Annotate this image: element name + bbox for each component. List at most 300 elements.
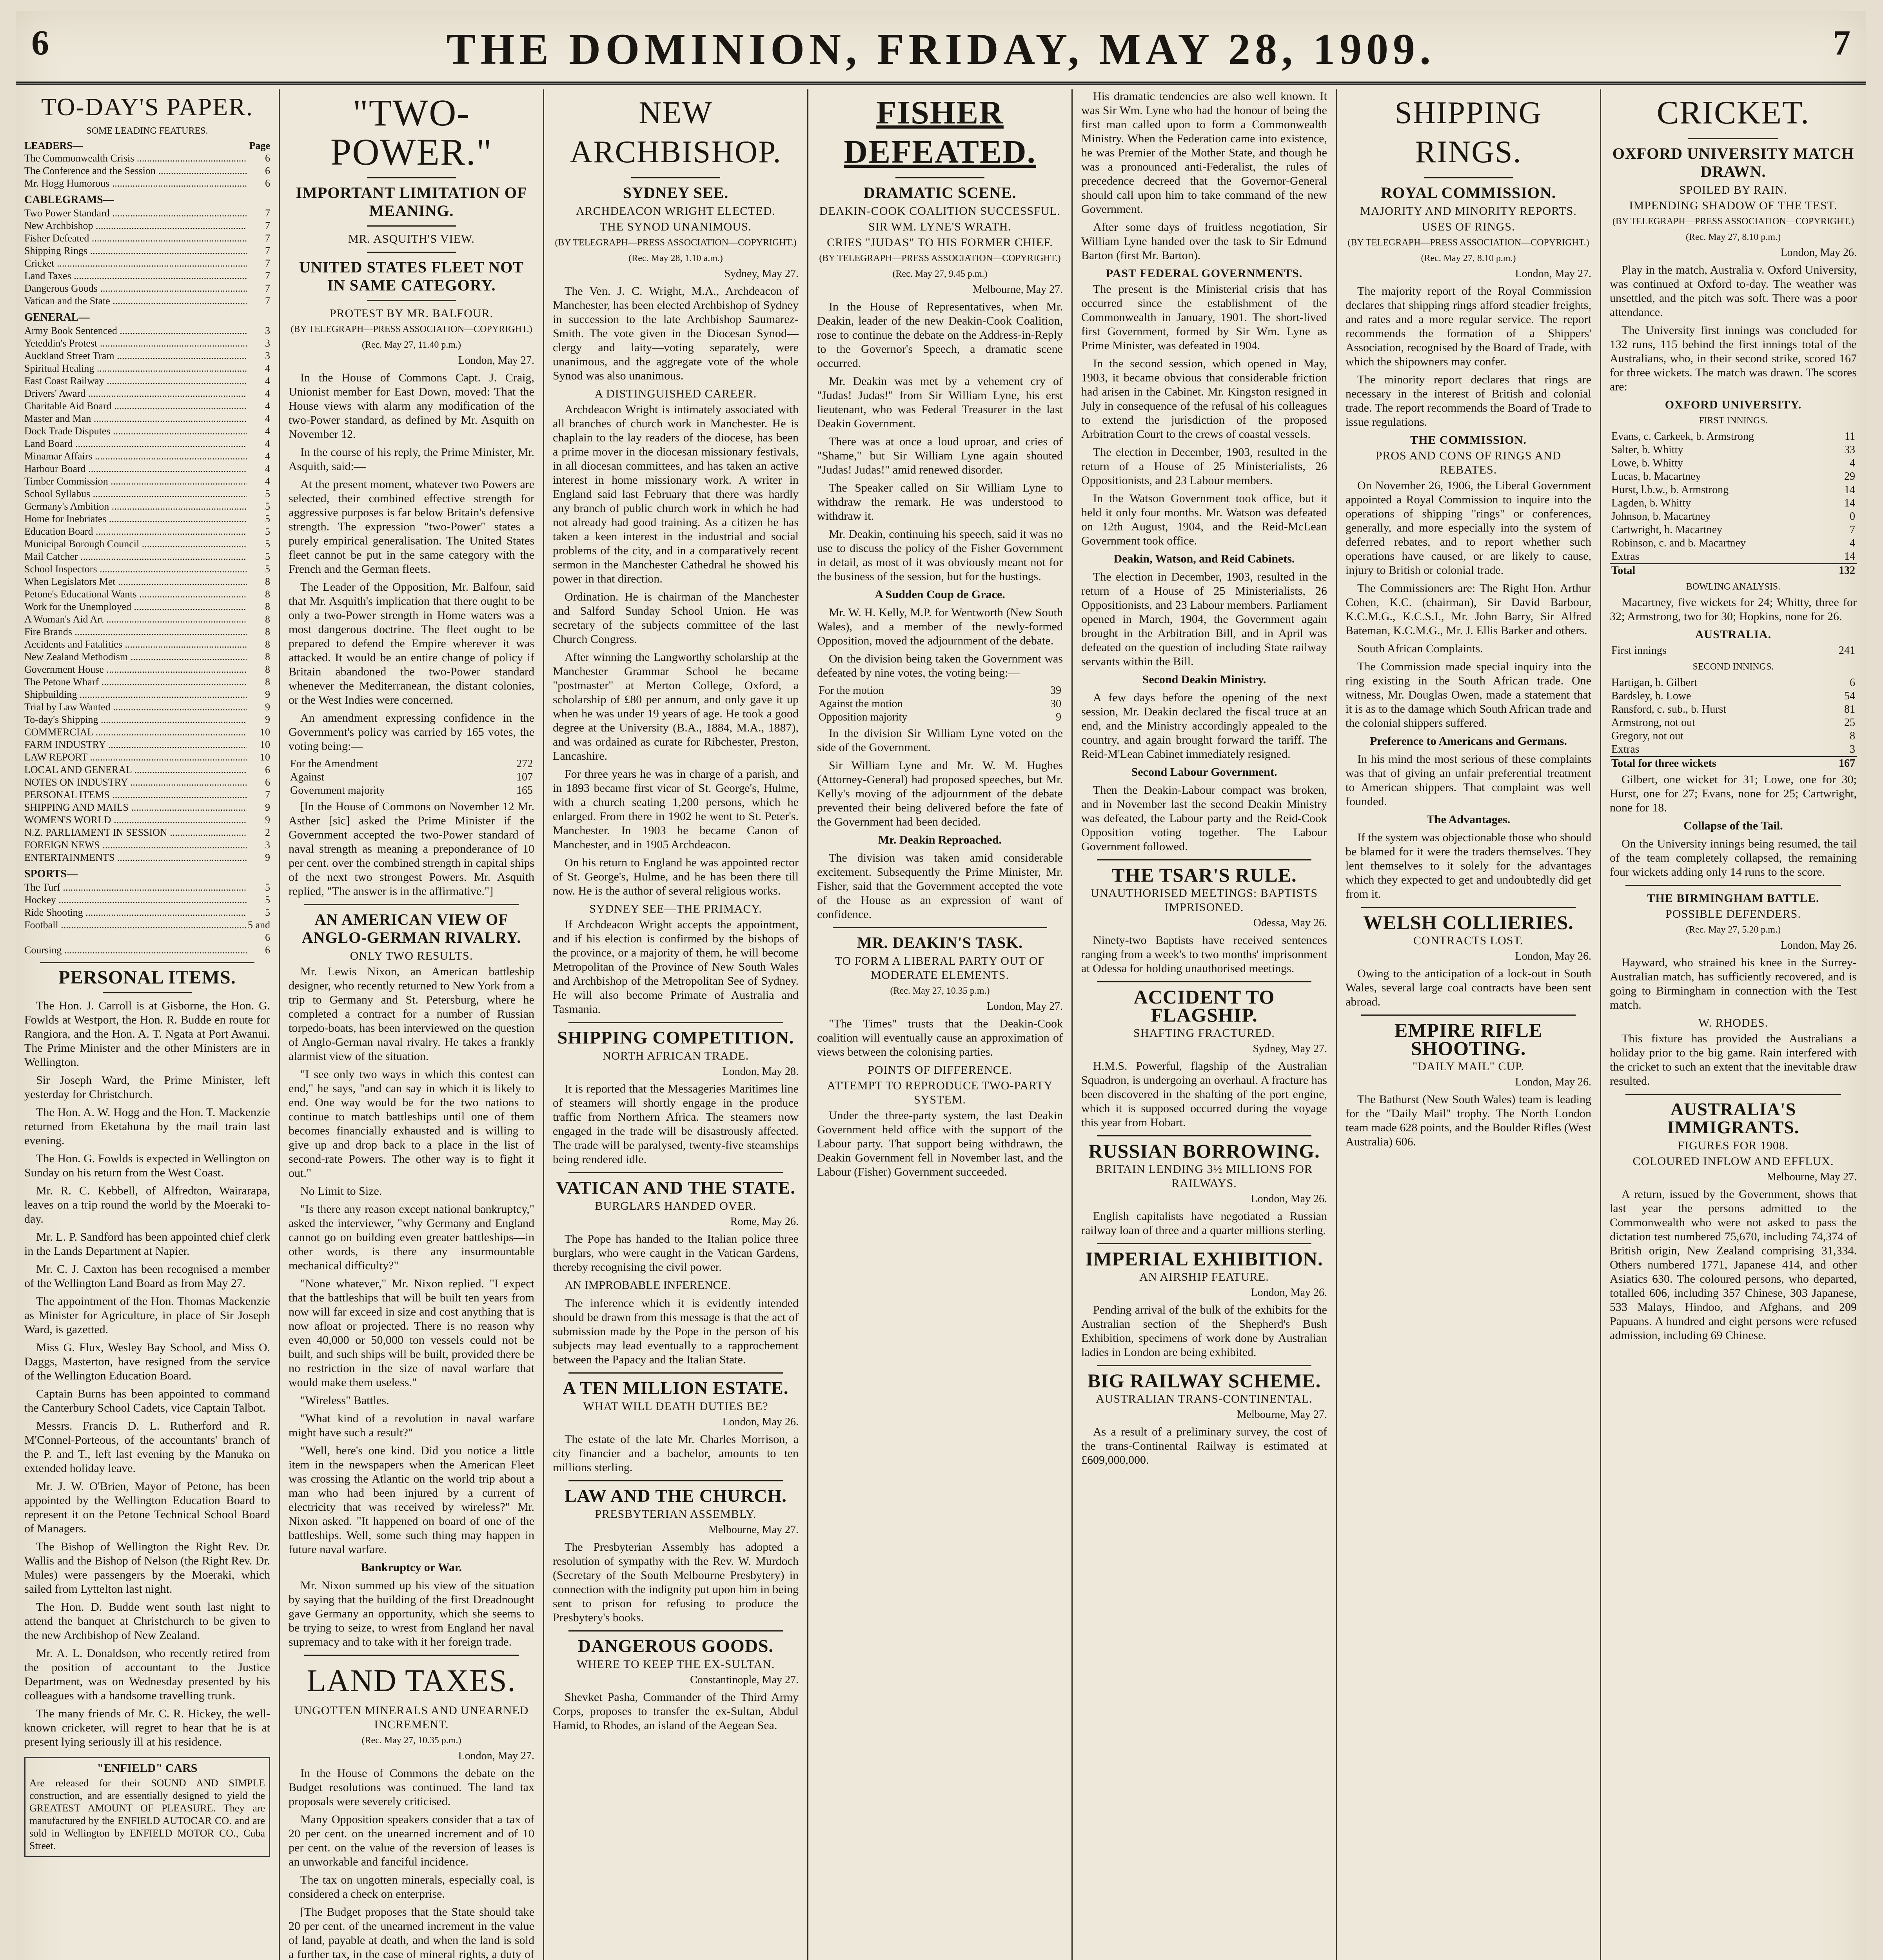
cables-label: CABLEGRAMS— xyxy=(24,194,114,206)
toc-entry-page: 9 xyxy=(265,714,270,725)
cricket-sub3: IMPENDING SHADOW OF THE TEST. xyxy=(1629,199,1838,212)
row-value: 14 xyxy=(1844,484,1855,496)
toc-entry-title: Drivers' Award ..... xyxy=(24,387,247,400)
article-paragraph: Archdeacon Wright is intimately associated with all branches of church work in Manchester. He is chaplain to the lay readers of the diocese, has been a prime mover in the diocesan missionary festivals, in all diocesan committees, and has taken an active interest in home missionary work. A writer in England said last February that there was hardly any branch of public church work in which he had not already had good training. As a citizen he has taken a keen interest in the industrial and social problems of the city, and in a comparatively recent sermon in the Manchester Cathedral he showed his power in that direction. xyxy=(553,403,799,585)
imperial-heading: IMPERIAL EXHIBITION. xyxy=(1085,1248,1323,1270)
oxford-label: OXFORD UNIVERSITY. xyxy=(1665,398,1802,411)
toc-entry-title: Home for Inebriates ..... xyxy=(24,513,247,525)
toc-entry-title: Municipal Borough Council ..... xyxy=(24,538,247,550)
table-row xyxy=(1610,457,1857,470)
toc-entry-title: School Inspectors ..... xyxy=(24,563,247,575)
toc-entry-page: 2 xyxy=(265,827,270,838)
toc-entry-title: Two Power Standard ..... xyxy=(24,207,247,220)
toc-entry-title: Vatican and the State ..... xyxy=(24,295,247,307)
todays-paper-heading: TO-DAY'S PAPER. xyxy=(41,93,253,121)
fisher-defeated-heading: FISHER DEFEATED. xyxy=(844,94,1036,170)
estate-sub: WHAT WILL DEATH DUTIES BE? xyxy=(583,1400,768,1413)
personal-items xyxy=(24,999,270,1749)
archbishop-body xyxy=(553,284,799,383)
immigrants-sub: FIGURES FOR 1908. xyxy=(1678,1139,1789,1152)
shipping-rings-date: (Rec. May 27, 8.10 p.m.) xyxy=(1421,253,1516,263)
bankruptcy-text: Mr. Nixon summed up his view of the situation by saying that the building of the first Dreadnought gave Germany an opportunity, which she seems to be trying to seize, to wrest from England her naval supremacy and to take with it her foreign trade. xyxy=(289,1579,534,1648)
row-value: 4 xyxy=(1850,457,1855,469)
row-label: Hartigan, b. Gilbert xyxy=(1611,677,1698,689)
columns xyxy=(16,89,1866,1960)
table-row xyxy=(1610,703,1857,716)
welsh-heading: WELSH COLLIERIES. xyxy=(1363,911,1574,933)
toc-entry-title: Shipbuilding ..... xyxy=(24,688,247,701)
imperial-dateline: London, May 26. xyxy=(1251,1287,1327,1299)
toc-entry xyxy=(24,764,270,776)
paper-title: THE DOMINION, FRIDAY, MAY 28, 1909. xyxy=(446,25,1436,74)
page-label: Page xyxy=(249,140,270,151)
article-paragraph: At the present moment, whatever two Powers are selected, their combined effective strength for aggressive purposes is far below Britain's defensive strength. The expression "two-Power" states a purely empirical generalisation. The United States fleet cannot be put in the same category with the French and the German fleets. xyxy=(289,478,534,575)
row-label: Armstrong, not out xyxy=(1611,717,1695,729)
toc-entry-title: Coursing ..... xyxy=(24,944,247,956)
toc-entry xyxy=(24,713,270,726)
toc-entry xyxy=(24,701,270,713)
toc-entry-page: 9 xyxy=(265,689,270,700)
article-paragraph: No Limit to Size. xyxy=(300,1185,382,1198)
archbishop-date: (Rec. May 28, 1.10 a.m.) xyxy=(628,253,723,263)
toc-entry-title: Ride Shooting ..... xyxy=(24,906,247,919)
toc-entry-page: 7 xyxy=(265,220,270,231)
immigrants-heading: AUSTRALIA'S IMMIGRANTS. xyxy=(1667,1099,1799,1137)
article-paragraph: In the Watson Government took office, but it held it only four months. Mr. Watson was defeated on 12th August, 1904, and the Reid-McLean Government took office. xyxy=(1081,492,1327,547)
reproach-text: The division was taken amid considerable excitement. Subsequently the Prime Minister, Mr. Fisher, said that the Government accepted the vote of the House as an expression of want of confidence. xyxy=(817,851,1063,921)
enfield-ad-text: Are released for their SOUND AND SIMPLE construction, and are essentially designed to yield the GREATEST AMOUNT OF PLEASURE. They are manufactured by the ENFIELD AUTOCAR CO. and are sold in Wellington by ENFIELD MOTOR CO., Cuba Street. xyxy=(29,1777,265,1851)
toc-entry-page: 10 xyxy=(260,739,270,750)
second-labour-text: Then the Deakin-Labour compact was broken, and in November last the second Deakin Ministry was defeated, the Labour party and the Reid-Cook Opposition voting together. The Labour Government followed. xyxy=(1081,784,1327,853)
personal-item: Mr. A. L. Donaldson, who recently retired from the position of accountant to the Justice Department, was on Wednesday presented by his colleagues with a handsome travelling trunk. xyxy=(24,1647,270,1702)
article-paragraph: In the House of Commons Capt. J. Craig, Unionist member for East Down, moved: That the House views with alarm any modification of the two-Power standard, as defined by Mr. Asquith on November 12. xyxy=(289,371,534,441)
total-value: 132 xyxy=(1822,564,1857,577)
toc-entry xyxy=(24,500,270,513)
law-church-text: The Presbyterian Assembly has adopted a resolution of sympathy with the Rev. W. Murdoch (Secretary of the South Melbourne Presbytery) in connection with the indignity put upon him in being sent to prison for refusing to produce the Presbytery's books. xyxy=(553,1541,799,1624)
shipping-competition-heading: SHIPPING COMPETITION. xyxy=(557,1027,794,1047)
australia-first-innings xyxy=(1610,644,1857,657)
dangerous-goods-sub: WHERE TO KEEP THE EX-SULTAN. xyxy=(576,1658,775,1671)
row-value: 165 xyxy=(516,784,533,797)
federal-body xyxy=(1081,89,1327,263)
birmingham-text: Hayward, who strained his knee in the Surrey-Australian match, has sufficiently recovered, and is going to Birmingham in connection with the Test match. xyxy=(1610,956,1857,1011)
advantages-heading: The Advantages. xyxy=(1426,813,1511,826)
fisher-sub3: SIR WM. LYNE'S WRATH. xyxy=(868,220,1011,233)
toc-entry xyxy=(24,739,270,751)
article-paragraph: The present is the Ministerial crisis that has occurred since the establishment of the Commonwealth in January, 1901. The short-lived first Government, formed by Sir Wm. Lyne as Prime Minister, was defeated in 1904. xyxy=(1081,283,1327,352)
personal-item: Mr. L. P. Sandford has been appointed chief clerk in the Lands Department at Napier. xyxy=(24,1230,270,1258)
anglo-german-body xyxy=(289,965,534,1557)
toc-entry xyxy=(24,538,270,550)
toc-entry-page: 7 xyxy=(265,258,270,269)
dateline: London, May 27. xyxy=(458,354,534,367)
toc-entry-page: 8 xyxy=(265,588,270,600)
toc-entry xyxy=(24,350,270,362)
fisher-credit: (BY TELEGRAPH—PRESS ASSOCIATION—COPYRIGHT.) xyxy=(819,253,1061,263)
toc-entry xyxy=(24,776,270,789)
table-total-row xyxy=(1610,757,1857,770)
toc-entry-title: Spiritual Healing ..... xyxy=(24,362,247,375)
toc-entry-title: NOTES ON INDUSTRY ..... xyxy=(24,776,247,789)
toc-entry-title: WOMEN'S WORLD ..... xyxy=(24,814,247,826)
toc-entry-page: 5 xyxy=(265,538,270,550)
toc-entry-title: Cricket ..... xyxy=(24,257,247,270)
collapse-text: On the University innings being resumed, the tail of the team completely collapsed, the remaining four wickets adding only 14 runs to the score. xyxy=(1610,837,1857,878)
toc-entry-title: The Petone Wharf ..... xyxy=(24,676,247,688)
toc-entry-title: FARM INDUSTRY ..... xyxy=(24,739,247,751)
russian-dateline: London, May 26. xyxy=(1251,1193,1327,1205)
australia-innings: SECOND INNINGS. xyxy=(1692,662,1774,672)
personal-item: Miss G. Flux, Wesley Bay School, and Miss O. Daggs, Masterton, have resigned from the service of the Wellington Education Board. xyxy=(24,1341,270,1382)
law-church-heading: LAW AND THE CHURCH. xyxy=(565,1486,787,1506)
article-paragraph: "What kind of a revolution in naval warfare might have such a result?" xyxy=(289,1412,534,1439)
fisher-votes xyxy=(817,684,1063,724)
article-paragraph: The Pope has handed to the Italian police three burglars, who were caught in the Vatican Gardens, thereby recognising the civil power. xyxy=(553,1232,799,1274)
toc-entry xyxy=(24,220,270,232)
flagship-heading: ACCIDENT TO FLAGSHIP. xyxy=(1133,986,1275,1026)
law-church-dateline: Melbourne, May 27. xyxy=(708,1524,799,1536)
fisher-sub1: DRAMATIC SCENE. xyxy=(863,184,1017,201)
vatican-dateline: Rome, May 26. xyxy=(730,1216,799,1228)
personal-item: Mr. R. C. Kebbell, of Alfredton, Wairarapa, leaves on a trip round the world by the Moeraki to-day. xyxy=(24,1184,270,1225)
toc-entry-page: 6 xyxy=(265,152,270,164)
shipping-rings-dateline: London, May 27. xyxy=(1515,268,1591,280)
row-value: 8 xyxy=(1850,730,1855,742)
personal-item: Sir Joseph Ward, the Prime Minister, left yesterday for Christchurch. xyxy=(24,1074,270,1101)
toc-entry xyxy=(24,337,270,350)
toc-entry-page: 4 xyxy=(265,438,270,449)
toc-entry xyxy=(24,513,270,525)
welsh-dateline: London, May 26. xyxy=(1515,950,1591,962)
rifle-sub: "DAILY MAIL" CUP. xyxy=(1413,1060,1524,1073)
page-number-left: 6 xyxy=(31,24,49,62)
toc-cables xyxy=(24,207,270,307)
australia-scorecard xyxy=(1610,676,1857,770)
railway-heading: BIG RAILWAY SCHEME. xyxy=(1087,1370,1321,1392)
sudden-heading: A Sudden Coup de Grace. xyxy=(875,588,1005,601)
bowling-label: BOWLING ANALYSIS. xyxy=(1686,582,1781,592)
article-paragraph: Mr. Lewis Nixon, an American battleship designer, who recently returned to New York from a trip to Germany and St. Petersburg, where he completed a contract for a number of Russian torpedo-boats, has been interviewed on the question of Anglo-German naval rivalry. He takes a frankly alarmist view of the situation. xyxy=(289,965,534,1063)
tsar-dateline: Odessa, May 26. xyxy=(1253,917,1327,929)
welsh-text: Owing to the anticipation of a lock-out in South Wales, several large coal contracts have been sent abroad. xyxy=(1346,967,1591,1008)
toc-entry xyxy=(24,626,270,638)
column-shipping-rings xyxy=(1337,89,1601,1960)
row-value: 39 xyxy=(1050,684,1061,697)
toc-entry-page: 3 xyxy=(265,325,270,336)
toc-entry-title: COMMERCIAL ..... xyxy=(24,726,247,739)
table-row xyxy=(817,711,1063,724)
toc-entry-page: 6 xyxy=(265,165,270,176)
row-value: 30 xyxy=(1050,698,1061,710)
press-credit: (BY TELEGRAPH—PRESS ASSOCIATION—COPYRIGHT.) xyxy=(291,324,532,334)
row-value: 9 xyxy=(1056,711,1061,723)
toc-entry-page: 7 xyxy=(265,789,270,800)
cricket-heading: CRICKET. xyxy=(1656,94,1810,131)
table-row xyxy=(289,757,534,771)
toc-entry xyxy=(24,826,270,839)
personal-item: The Hon. G. Fowlds is expected in Wellington on Sunday on his return from the West Coast. xyxy=(24,1152,270,1179)
table-row xyxy=(1610,550,1857,564)
article-paragraph: South African Complaints. xyxy=(1357,642,1483,655)
toc-leaders xyxy=(24,152,270,190)
article-paragraph: The University first innings was concluded for 132 runs, 115 behind the first innings total of the Australians, who, in their second strike, scored 167 for three wickets. The match was drawn. The scores are: xyxy=(1610,324,1857,393)
enfield-ad-heading: "ENFIELD" CARS xyxy=(97,1762,198,1775)
estate-dateline: London, May 26. xyxy=(722,1416,799,1428)
archbishop-credit: (BY TELEGRAPH—PRESS ASSOCIATION—COPYRIGHT.) xyxy=(555,238,797,248)
toc-entry xyxy=(24,282,270,295)
total-label: Total xyxy=(1610,564,1822,577)
russian-sub: BRITAIN LENDING 3½ MILLIONS FOR RAILWAYS. xyxy=(1096,1163,1313,1190)
row-label: Salter, b. Whitty xyxy=(1611,444,1683,456)
shipping-rings-sub2: MAJORITY AND MINORITY REPORTS. xyxy=(1360,205,1577,218)
toc-entry xyxy=(24,475,270,488)
toc-entry-page: 8 xyxy=(265,576,270,587)
toc-entry-page: 8 xyxy=(265,613,270,625)
toc-entry xyxy=(24,152,270,165)
second-deakin-heading: Second Deakin Ministry. xyxy=(1142,673,1266,686)
deakin-task-sub: TO FORM A LIBERAL PARTY OUT OF MODERATE ELEMENTS. xyxy=(835,955,1045,982)
table-row xyxy=(1610,430,1857,443)
table-row xyxy=(1610,443,1857,457)
land-taxes-heading: LAND TAXES. xyxy=(307,1664,516,1698)
rhodes-heading: W. RHODES. xyxy=(1698,1016,1769,1029)
row-label: Cartwright, b. Macartney xyxy=(1611,524,1723,536)
tsar-text: Ninety-two Baptists have received sentences ranging from a week's to two months' imprisonment at Odessa for holding unauthorised meetings. xyxy=(1081,934,1327,975)
flagship-sub: SHAFTING FRACTURED. xyxy=(1133,1027,1275,1040)
row-label: Gregory, not out xyxy=(1611,730,1684,742)
table-total-row xyxy=(1610,564,1857,577)
row-value: 7 xyxy=(1850,524,1855,536)
toc-entry xyxy=(24,425,270,437)
land-taxes-date: (Rec. May 27, 10.35 p.m.) xyxy=(361,1735,461,1746)
bowling-text: Macartney, five wickets for 24; Whitty, three for 32; Armstrong, two for 30; Hopkins, none for 26. xyxy=(1610,596,1857,623)
deakin-task-heading: MR. DEAKIN'S TASK. xyxy=(857,934,1023,951)
article-paragraph: There was at once a loud uproar, and cries of "Shame," but Sir William Lyne again shouted "Judas! Judas!" amid renewed disorder. xyxy=(817,435,1063,476)
toc-entry-title: SHIPPING AND MAILS ..... xyxy=(24,801,247,814)
points-heading: POINTS OF DIFFERENCE. xyxy=(868,1063,1012,1076)
archbishop-sub3: THE SYNOD UNANIMOUS. xyxy=(599,220,752,233)
cricket-sub2: SPOILED BY RAIN. xyxy=(1679,183,1787,196)
toc-entry xyxy=(24,814,270,826)
toc-entry xyxy=(24,245,270,257)
toc-entry xyxy=(24,400,270,412)
article-paragraph: Play in the match, Australia v. Oxford University, was continued at Oxford to-day. The weather was unsettled, and the pitch was soft. There was a poor attendance. xyxy=(1610,263,1857,319)
article-paragraph: The Commissioners are: The Right Hon. Arthur Cohen, K.C. (chairman), Sir David Barbour, K.C.M.G., K.C.S.I., Mr. John Barry, Sir Alfred Bateman, K.C.M.G., Mr. J. Ellis Barker and others. xyxy=(1346,582,1591,637)
rifle-text: The Bathurst (New South Wales) team is leading for the "Daily Mail" trophy. The North London team made 628 points, and the Boulder Rifles (West Australia) 606. xyxy=(1346,1093,1591,1148)
table-row xyxy=(817,697,1063,711)
article-paragraph: The majority report of the Royal Commission declares that shipping rings afford steadier freights, and rates and a more regular service. The report recommends the formation of a Shippers' Association, recognised by the Board of Trade, with which the shipowners may confer. xyxy=(1346,285,1591,368)
commission-heading: THE COMMISSION. xyxy=(1410,434,1527,446)
article-paragraph: "Wireless" Battles. xyxy=(300,1394,389,1407)
toc-entry xyxy=(24,257,270,270)
rifle-dateline: London, May 26. xyxy=(1515,1076,1591,1088)
row-value: 54 xyxy=(1844,690,1855,702)
toc-entry-page: 5 xyxy=(265,907,270,918)
article-paragraph: The Leader of the Opposition, Mr. Balfour, said that Mr. Asquith's implication that there ought to be only a two-Power strength in Home waters was a most dangerous doctrine. The fleet ought to be prepared to defend the Empire wherever it was attacked. It would be an entire change of policy if Britain abandoned the two-Power standard whenever the Mediterranean, the distant colonies, or the West Indies were concerned. xyxy=(289,581,534,706)
points-text: Under the three-party system, the last Deakin Government held office with the support of the Labour party. That support being withdrawn, the Deakin Government fell in November last, and the Labour (Fisher) Government succeeded. xyxy=(817,1109,1063,1178)
personal-item: The Bishop of Wellington the Right Rev. Dr. Wallis and the Bishop of Nelson (the Right Rev. Dr. Mules) were passengers by the Moeraki, which sailed from Lyttelton last night. xyxy=(24,1540,270,1595)
toc-entry-title: Work for the Unemployed ..... xyxy=(24,601,247,613)
personal-item: The Hon. J. Carroll is at Gisborne, the Hon. G. Fowlds at Westport, the Hon. R. Budde en route for Rangiora, and the Hon. A. T. Ngata at Port Awanui. The Prime Minister and the other Ministers are in Wellington. xyxy=(24,999,270,1069)
toc-entry xyxy=(24,177,270,190)
article-paragraph: On his return to England he was appointed rector of St. George's, Hulme, and he has been there till now. He is the author of several religious works. xyxy=(553,856,799,897)
personal-item: Messrs. Francis D. L. Rutherford and R. M'Connel-Porteous, of the accountants' branch of the P. and T., left last evening by the Manuka on extended holiday leave. xyxy=(24,1419,270,1475)
toc-entry-page: 8 xyxy=(265,651,270,662)
row-value: 6 xyxy=(1850,677,1855,689)
article-paragraph: The tax on ungotten minerals, especially coal, is considered a check on enterprise. xyxy=(289,1873,534,1900)
article-paragraph: The inference which it is evidently intended should be drawn from this message is that the act of submission made by the Pope in the person of his subjects may lead eventually to a rapprochement between the Papacy and the Italian State. xyxy=(553,1297,799,1366)
vatican-sub: BURGLARS HANDED OVER. xyxy=(595,1200,757,1212)
toc-entry-title: LOCAL AND GENERAL ..... xyxy=(24,764,247,776)
toc-entry-page: 4 xyxy=(265,363,270,374)
toc-entry xyxy=(24,412,270,425)
toc-entry-page: 9 xyxy=(265,802,270,813)
tsar-heading: THE TSAR'S RULE. xyxy=(1111,864,1297,886)
table-row xyxy=(1610,510,1857,523)
toc-entry xyxy=(24,295,270,307)
table-row xyxy=(1610,523,1857,537)
toc-other xyxy=(24,726,270,864)
australia-first-label: First innings xyxy=(1611,644,1667,657)
toc-entry xyxy=(24,588,270,601)
toc-entry-title: The Turf ..... xyxy=(24,881,247,894)
see-text: If Archdeacon Wright accepts the appointment, and if his election is confirmed by the bishops of the province, or a majority of them, he will become Metropolitan of the Province of New South Wales and Archbishop of the Metropolitan See of Sydney. He will also become Primate of Australia and Tasmania. xyxy=(553,918,799,1016)
two-power-note xyxy=(289,800,534,898)
personal-item: Captain Burns has been appointed to command the Canterbury School Cadets, vice Captain Talbot. xyxy=(24,1387,270,1414)
toc-entry-title: Auckland Street Tram ..... xyxy=(24,350,247,362)
toc-entry-title: ENTERTAINMENTS ..... xyxy=(24,851,247,864)
archbishop-sub2: ARCHDEACON WRIGHT ELECTED. xyxy=(576,205,776,218)
toc-entry xyxy=(24,676,270,688)
column-todays-paper xyxy=(16,89,280,1960)
cricket-date: (Rec. May 27, 8.10 p.m.) xyxy=(1686,232,1781,242)
table-row xyxy=(289,771,534,784)
fisher-sub4: CRIES "JUDAS" TO HIS FORMER CHIEF. xyxy=(827,236,1053,249)
row-value: 14 xyxy=(1844,497,1855,509)
toc-entry xyxy=(24,232,270,245)
fisher-body-2 xyxy=(817,726,1063,829)
cricket-body xyxy=(1610,263,1857,394)
toc-entry-title: Dock Trade Disputes ..... xyxy=(24,425,247,437)
toc-entry xyxy=(24,613,270,626)
dangerous-goods-dateline: Constantinople, May 27. xyxy=(690,1674,799,1686)
toc-entry xyxy=(24,375,270,387)
table-row xyxy=(1610,497,1857,510)
archbishop-sub1: SYDNEY SEE. xyxy=(623,184,729,201)
welsh-sub: CONTRACTS LOST. xyxy=(1413,934,1524,947)
personal-items-heading: PERSONAL ITEMS. xyxy=(58,967,236,988)
toc-entry-title: Petone's Educational Wants ..... xyxy=(24,588,247,601)
article-paragraph: Many Opposition speakers consider that a tax of 20 per cent. on the unearned increment and of 10 per cent. on the value of the reversion of leases is an unworkable and fanciful incidence. xyxy=(289,1813,534,1868)
flagship-dateline: Sydney, May 27. xyxy=(1253,1043,1327,1055)
russian-text: English capitalists have negotiated a Russian railway loan of three and a quarter millions sterling. xyxy=(1081,1210,1327,1237)
personal-item: The appointment of the Hon. Thomas Mackenzie as Minister for Agriculture, in place of Sir Joseph Ward, is gazetted. xyxy=(24,1295,270,1336)
toc-entry xyxy=(24,325,270,337)
page-number-right: 7 xyxy=(1833,24,1850,62)
birmingham-sub: POSSIBLE DEFENDERS. xyxy=(1665,907,1801,920)
row-value: 107 xyxy=(516,771,533,783)
toc-entry-page: 6 xyxy=(265,764,270,775)
toc-entry xyxy=(24,801,270,814)
article-paragraph: His dramatic tendencies are also well known. It was Sir Wm. Lyne who had the honour of being the first man called upon to form a Commonwealth Ministry. When the Federation came into existence, he was Premier of the Mother State, and though he was a pronounced anti-Federalist, the rules of precedence decreed that the Governor-General should call upon him to take command of the new Government. xyxy=(1081,90,1327,216)
shipping-competition-text: It is reported that the Messageries Maritimes line of steamers will shortly engage in the produce traffic from Northern Africa. The steamers now engaged in the trade will be disastrously affected. The trade will be paralysed, twenty-five steamships being rendered idle. xyxy=(553,1082,799,1166)
toc-entry-page: 4 xyxy=(265,450,270,462)
toc-entry xyxy=(24,207,270,220)
row-label: For the motion xyxy=(819,684,884,697)
row-label: Extras xyxy=(1611,743,1640,755)
toc-entry-title: LAW REPORT ..... xyxy=(24,751,247,764)
article-paragraph: Mr. Deakin, continuing his speech, said it was no use to discuss the policy of the Fisher Government in detail, as most of it was obviously meant not for the business of the session, but for the hustings. xyxy=(817,528,1063,583)
toc-entry xyxy=(24,638,270,651)
toc-general xyxy=(24,325,270,726)
article-paragraph: In the House of Commons the debate on the Budget resolutions was continued. The land tax proposals were severely criticised. xyxy=(289,1767,534,1808)
two-power-sub1: IMPORTANT LIMITATION OF MEANING. xyxy=(296,184,527,220)
toc-entry-title: Land Board ..... xyxy=(24,437,247,450)
deakin-task-text: "The Times" trusts that the Deakin-Cook coalition will eventually cause an approximation of views between the colonising parties. xyxy=(817,1017,1063,1058)
toc-entry-page: 5 xyxy=(265,488,270,499)
toc-entry-page: 3 xyxy=(265,338,270,349)
general-label: GENERAL— xyxy=(24,311,90,323)
toc-entry xyxy=(24,387,270,400)
shipping-rings-sub3: USES OF RINGS. xyxy=(1422,220,1515,233)
toc-entry-page: 4 xyxy=(265,425,270,437)
cricket-dateline: London, May 26. xyxy=(1780,247,1857,259)
land-taxes-body xyxy=(289,1766,534,1960)
masthead xyxy=(16,11,1866,85)
oxford-scorecard xyxy=(1610,430,1857,577)
leaders-label: LEADERS— xyxy=(24,140,83,151)
toc-entry-title: Master and Man ..... xyxy=(24,412,247,425)
toc-entry-title: Trial by Law Wanted ..... xyxy=(24,701,247,713)
collapse-heading: Collapse of the Tail. xyxy=(1683,819,1783,832)
toc-entry xyxy=(24,525,270,538)
article-paragraph: "None whatever," Mr. Nixon replied. "I expect that the battleships that will be built ten years from now will far exceed in size and cost anything that is now afloat or projected. There is no reason why even 40,000 or 50,000 ton vessels could not be built, and such ships will be built, provided there be no restriction in the size of naval warfare that would make them useless." xyxy=(289,1277,534,1389)
toc-entry-page: 7 xyxy=(265,295,270,307)
toc-entry-title: Harbour Board ..... xyxy=(24,463,247,475)
toc-entry xyxy=(24,881,270,894)
article-paragraph: The minority report declares that rings are necessary in the interest of British and colonial trade. The report recommends the Board of Trade to issue regulations. xyxy=(1346,373,1591,428)
article-paragraph: The Speaker called on Sir William Lyne to withdraw the remark. He was understood to withdraw it. xyxy=(817,481,1063,523)
enfield-ad xyxy=(24,1757,270,1857)
preference-text: In his mind the most serious of these complaints was that of giving an unfair preferential treatment to American shippers. That complaint was well founded. xyxy=(1346,753,1591,808)
row-value: 25 xyxy=(1844,717,1855,729)
row-value: 33 xyxy=(1844,444,1855,456)
toc-entry xyxy=(24,165,270,177)
toc-entry xyxy=(24,563,270,575)
shipping-rings-body xyxy=(1346,284,1591,429)
toc-entry-page: 7 xyxy=(265,283,270,294)
past-governments-heading: PAST FEDERAL GOVERNMENTS. xyxy=(1106,267,1303,280)
toc-entry-title: Accidents and Fatalities ..... xyxy=(24,638,247,651)
railway-sub: AUSTRALIAN TRANS-CONTINENTAL. xyxy=(1096,1392,1313,1405)
toc-entry-title: N.Z. PARLIAMENT IN SESSION ..... xyxy=(24,826,247,839)
deakin-task-dateline: London, May 27. xyxy=(986,1000,1063,1013)
table-row xyxy=(1610,743,1857,757)
immigrants-sub2: COLOURED INFLOW AND EFFLUX. xyxy=(1632,1155,1834,1168)
toc-entry-title: Education Board ..... xyxy=(24,525,247,538)
table-row xyxy=(289,784,534,797)
toc-entry-title: Minamar Affairs ..... xyxy=(24,450,247,463)
toc-entry xyxy=(24,894,270,906)
cricket-credit: (BY TELEGRAPH—PRESS ASSOCIATION—COPYRIGHT.) xyxy=(1612,216,1854,227)
toc-entry-title: Football ..... xyxy=(24,919,247,944)
toc-entry xyxy=(24,601,270,613)
toc-entry xyxy=(24,463,270,475)
toc-entry-page: 5 and 6 xyxy=(247,919,270,943)
row-label: Lagden, b. Whitty xyxy=(1611,497,1691,509)
toc-entry-title: Fire Brands ..... xyxy=(24,626,247,638)
toc-entry-title: East Coast Railway ..... xyxy=(24,375,247,387)
